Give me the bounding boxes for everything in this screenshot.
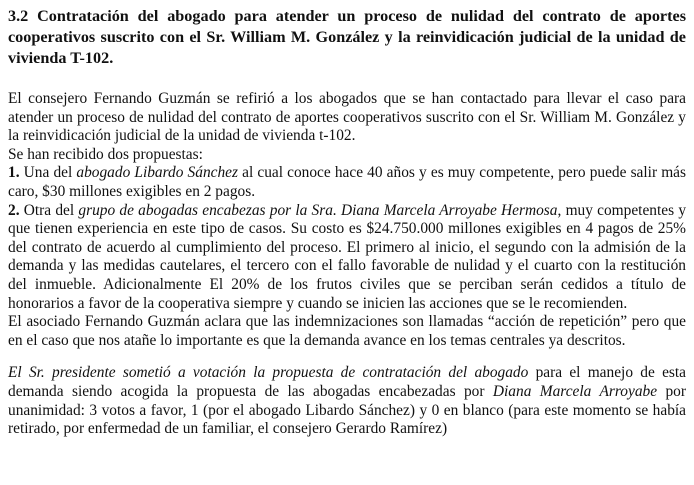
- vote-text-1: para el manejo de esta demanda siendo acogida la propuesta de las abogadas encabezadas por: [8, 364, 686, 400]
- clarification-paragraph: El asociado Fernando Guzmán aclara que las indemnizaciones son llamadas “acción de repetición” pero que en el caso que nos atañe lo importante es que la demanda avance en los temas centrales ya descritos.: [8, 313, 686, 349]
- vote-italic-name: Diana Marcela Arroyabe: [492, 382, 658, 400]
- proposal-2-pre: Otra del: [19, 201, 79, 219]
- proposal-1-pre: Una del: [19, 164, 77, 182]
- section-heading: 3.2 Contratación del abogado para atender un proceso de nulidad del contrato de aportes cooperativos suscrito con el Sr. William M. González y la reinvidicación judicial de la unidad de vivienda T-102.: [8, 7, 686, 67]
- proposal-1-name: abogado Libardo Sánchez: [76, 164, 238, 182]
- proposal-2-name: grupo de abogadas encabezas por la Sra. Diana Marcela Arroyabe Hermosa: [78, 201, 558, 219]
- proposal-1-number: 1.: [8, 164, 20, 182]
- proposal-2: [8, 202, 686, 314]
- vote-italic-open: El Sr. presidente sometió a votación la propuesta de contratación del abogado: [8, 364, 529, 382]
- vote-paragraph: [8, 364, 686, 438]
- paragraph-gap: [8, 350, 686, 364]
- proposal-1: [8, 164, 686, 201]
- received-line: Se han recibido dos propuestas:: [8, 145, 203, 163]
- intro-paragraph: El consejero Fernando Guzmán se refirió a los abogados que se han contactado para llevar el caso para atender un proceso de nulidad del contrato de aportes cooperativos suscrito con el Sr. William M. González y la reinvidicación judicial de la unidad de vivienda t-102.: [8, 90, 686, 145]
- proposal-2-post: , muy competentes y que tienen experiencia en este tipo de casos. Su costo es $24.750.000 millones exigibles en 4 pagos de 25% del contrato de acuerdo al cumplimiento del proceso. El primero al inicio, el segundo con la admisión de la demanda y las medidas cautelares, el tercero con el fallo favorable de nulidad y el cuarto con la restitución del inmueble. Adicionalmente El 20% de los frutos civiles que se perciban serán cedidos a título de honorarios a favor de la cooperativa siempre y cuando se inicien las acciones que se le recomienden.: [8, 201, 687, 312]
- proposal-1-post: al cual conoce hace 40 años y es muy competente, pero puede salir más caro, $30 millones exigibles en 2 pagos.: [8, 164, 686, 200]
- vote-text-2: por unanimidad: 3 votos a favor, 1 (por el abogado Libardo Sánchez) y 0 en blanco (para este momento se había retirado, por enfermedad de un familiar, el consejero Gerardo Ramírez): [8, 382, 686, 438]
- proposal-2-number: 2.: [8, 201, 20, 219]
